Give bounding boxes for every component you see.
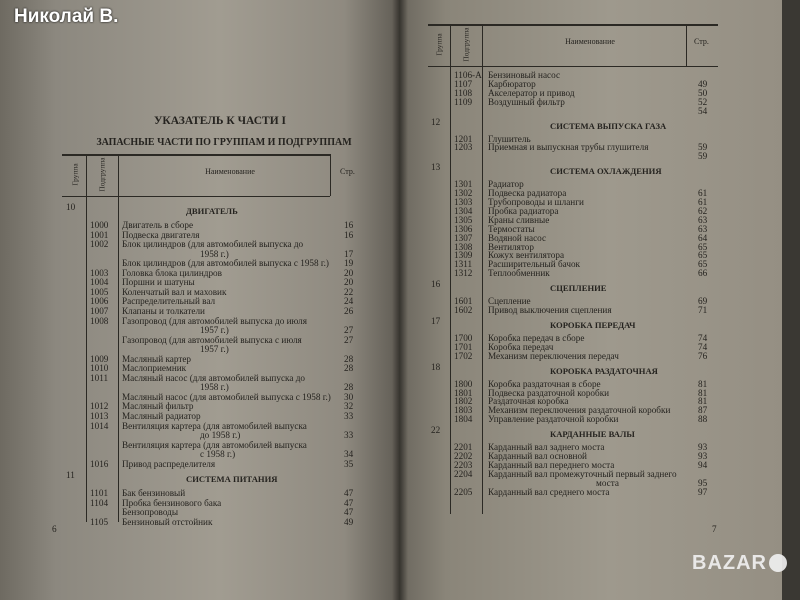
page-ref: 65: [698, 259, 708, 270]
part-name: Маслоприемник: [122, 363, 187, 374]
part-name: с 1958 г.): [200, 449, 236, 460]
part-name: Вентиляция картера (для автомобилей выпуска: [122, 439, 307, 450]
subgroup-number: 1311: [454, 259, 473, 270]
book-edge: [782, 0, 800, 600]
subgroup-number: 2201: [454, 442, 473, 453]
subgroup-number: 1302: [454, 188, 473, 199]
page-ref: 50: [698, 87, 708, 98]
group-number: 18: [431, 361, 441, 372]
page-ref: 88: [698, 414, 708, 425]
subgroup-number: 1303: [454, 197, 473, 207]
subgroup-number: 1801: [454, 387, 473, 398]
subgroup-number: 1601: [454, 296, 473, 307]
part-name: Карданный вал переднего моста: [488, 459, 615, 470]
page-ref: 49: [344, 516, 354, 527]
left-page-subtitle: ЗАПАСНЫЕ ЧАСТИ ПО ГРУППАМ И ПОДГРУППАМ: [96, 137, 352, 148]
subgroup-number: 2202: [454, 451, 473, 461]
part-name: Глушитель: [488, 133, 531, 144]
part-name: Распределительный вал: [122, 296, 216, 307]
page-ref: 65: [698, 241, 708, 252]
part-name: Подвеска радиатора: [488, 188, 567, 199]
page-ref: 93: [698, 451, 708, 461]
subgroup-number: 1109: [454, 96, 473, 107]
group-number: 17: [431, 315, 441, 326]
part-name: Акселератор и привод: [488, 87, 575, 98]
section-heading: СИСТЕМА ПИТАНИЯ: [186, 474, 278, 485]
part-name: Вентиляция картера (для автомобилей выпуска: [122, 420, 307, 431]
part-name: Карбюратор: [488, 78, 536, 89]
subgroup-number: 2203: [454, 459, 473, 470]
page-ref: 20: [344, 267, 354, 278]
page-ref: 62: [698, 205, 708, 216]
page-ref: 28: [344, 382, 354, 393]
page-ref: 87: [698, 405, 708, 416]
page-ref: 47: [344, 488, 354, 499]
col-rule-3: [686, 24, 687, 66]
page-ref: 61: [698, 197, 708, 207]
part-name: Карданный вал основной: [488, 451, 587, 461]
subgroup-number: 1008: [90, 315, 109, 326]
part-name: до 1958 г.): [200, 430, 241, 441]
page-ref: 59: [698, 142, 708, 153]
part-name: Вентилятор: [488, 241, 534, 252]
part-name: Приемная и выпускная трубы глушителя: [488, 142, 649, 153]
part-name: Клапаны и толкатели: [122, 305, 205, 316]
page-ref: 47: [344, 497, 354, 508]
left-page-number: 6: [52, 524, 57, 534]
page-ref: 17: [344, 248, 354, 259]
page-ref: 26: [344, 305, 354, 316]
page-ref: 63: [698, 214, 708, 225]
part-name: Масляный картер: [122, 353, 192, 364]
part-name: Газопровод (для автомобилей выпуска до июля: [122, 315, 307, 326]
part-name: Масляный фильтр: [122, 401, 194, 412]
subgroup-number: 1602: [454, 305, 473, 315]
part-name: Масляный радиатор: [122, 411, 201, 421]
subgroup-number: 1802: [454, 396, 473, 407]
group-number: 22: [431, 425, 441, 436]
page-ref: 34: [344, 449, 354, 460]
header-group: Группа: [70, 163, 80, 186]
page-ref: 52: [698, 96, 708, 107]
subgroup-number: 1016: [90, 458, 109, 469]
part-name: Бензиновый насос: [488, 70, 561, 80]
subgroup-number: 1104: [90, 497, 109, 508]
subgroup-number: 1307: [454, 232, 473, 243]
right-page: [400, 0, 782, 600]
part-name: Управление раздаточной коробки: [488, 414, 619, 425]
part-name: Поршни и шатуны: [122, 277, 195, 288]
part-name: Бензиновый отстойник: [122, 516, 213, 527]
page-ref: 47: [344, 507, 354, 518]
header-name: Наименование: [565, 37, 615, 46]
page-ref: 81: [698, 378, 708, 389]
subgroup-number: 1306: [454, 223, 473, 234]
header-page: Стр.: [694, 37, 709, 46]
page-ref: 95: [698, 477, 708, 488]
left-page-title: УКАЗАТЕЛЬ К ЧАСТИ I: [153, 115, 287, 127]
part-name: Коленчатый вал и маховик: [122, 286, 227, 297]
part-name: Двигатель в сборе: [122, 220, 194, 230]
page-ref: 54: [698, 105, 708, 116]
part-name: Краны сливные: [488, 214, 550, 225]
group-number: 10: [66, 202, 76, 212]
subgroup-number: 1001: [90, 229, 109, 240]
part-name: моста: [596, 477, 619, 488]
part-name: Блок цилиндров (для автомобилей выпуска до: [122, 239, 304, 250]
group-number: 13: [431, 162, 441, 173]
part-name: Пробка бензинового бака: [122, 497, 222, 508]
part-name: Головка блока цилиндров: [122, 267, 222, 278]
page-ref: 66: [698, 268, 708, 279]
col-rule-2: [118, 154, 119, 522]
subgroup-number: 1002: [90, 239, 109, 250]
subgroup-number: 1700: [454, 332, 473, 343]
part-name: Карданный вал среднего моста: [488, 486, 610, 497]
col-rule-3: [330, 154, 331, 196]
page-ref: 59: [698, 151, 708, 162]
page-ref: 16: [344, 220, 354, 230]
subgroup-number: 1701: [454, 341, 473, 352]
page-ref: 81: [698, 396, 708, 407]
part-name: Пробка радиатора: [488, 205, 559, 216]
page-ref: 20: [344, 277, 354, 288]
subgroup-number: 1006: [90, 296, 109, 307]
subgroup-number: 1301: [454, 179, 473, 190]
subgroup-number: 1305: [454, 214, 473, 225]
page-ref: 30: [344, 391, 354, 402]
header-top-rule: [428, 24, 718, 26]
subgroup-number: 1101: [90, 488, 109, 499]
subgroup-number: 1312: [454, 268, 473, 279]
page-ref: 49: [698, 78, 708, 89]
section-heading: СЦЕПЛЕНИЕ: [550, 283, 607, 294]
subgroup-number: 1013: [90, 411, 109, 421]
subgroup-number: 1012: [90, 401, 109, 412]
subgroup-number: 1804: [454, 414, 473, 425]
subgroup-number: 1308: [454, 241, 473, 252]
part-name: 1957 г.): [200, 325, 229, 336]
header-name: Наименование: [205, 167, 255, 176]
part-name: Привод выключения сцепления: [488, 305, 612, 315]
subgroup-number: 1003: [90, 267, 109, 278]
page-ref: 97: [698, 486, 708, 497]
subgroup-number: 1107: [454, 78, 473, 89]
part-name: 1958 г.): [200, 248, 229, 259]
header-subgroup: Подгруппа: [97, 157, 107, 192]
col-rule-1: [450, 24, 451, 514]
subgroup-number: 1201: [454, 133, 473, 144]
subgroup-number: 1203: [454, 142, 473, 153]
page-ref: 71: [698, 305, 708, 315]
subgroup-number: 1105: [90, 516, 109, 527]
page-ref: 19: [344, 258, 354, 269]
subgroup-number: 1004: [90, 277, 109, 288]
subgroup-number: 1009: [90, 353, 109, 364]
page-ref: 28: [344, 363, 354, 374]
part-name: Воздушный фильтр: [488, 96, 565, 107]
page-ref: 33: [344, 430, 354, 441]
header-subgroup: Подгруппа: [461, 27, 471, 62]
part-name: Термостаты: [488, 223, 535, 234]
watermark-logo: [692, 552, 787, 575]
part-name: Механизм переключения передач: [488, 350, 619, 361]
part-name: Коробка передач: [488, 341, 554, 352]
part-name: Трубопроводы и шланги: [488, 197, 584, 207]
subgroup-number: 1309: [454, 250, 473, 261]
section-heading: СИСТЕМА ВЫПУСКА ГАЗА: [550, 120, 667, 131]
page-ref: 33: [344, 411, 354, 421]
part-name: Масляный насос (для автомобилей выпуска с 1958 г.): [122, 391, 331, 402]
part-name: Расширительный бачок: [488, 259, 581, 270]
section-heading: КАРДАННЫЕ ВАЛЫ: [550, 429, 635, 440]
subgroup-number: 1803: [454, 405, 473, 416]
subgroup-number: 1010: [90, 363, 109, 374]
subgroup-number: 1106-А: [454, 70, 482, 80]
page-ref: 64: [698, 232, 708, 243]
page-ref: 22: [344, 286, 354, 297]
part-name: Кожух вентилятора: [488, 250, 565, 261]
subgroup-number: 1800: [454, 378, 473, 389]
page-ref: 61: [698, 188, 708, 199]
page-ref: 93: [698, 442, 708, 453]
page-ref: 69: [698, 296, 708, 307]
subgroup-number: 1304: [454, 205, 473, 216]
page-ref: 76: [698, 350, 708, 361]
section-heading: КОРОБКА РАЗДАТОЧНАЯ: [550, 365, 658, 376]
group-number: 12: [431, 116, 441, 127]
part-name: Блок цилиндров (для автомобилей выпуска с 1958 г.): [122, 258, 329, 269]
page-ref: 16: [344, 229, 354, 240]
part-name: Карданный вал промежуточный первый заднего: [488, 468, 677, 479]
part-name: Подвеска раздаточной коробки: [488, 387, 610, 398]
section-heading: КОРОБКА ПЕРЕДАЧ: [550, 319, 636, 330]
page-ref: 27: [344, 334, 354, 345]
watermark-text: BAZAR: [692, 552, 767, 574]
header-page: Стр.: [340, 167, 355, 176]
page-ref: 24: [344, 296, 354, 307]
section-heading: ДВИГАТЕЛЬ: [186, 206, 238, 216]
part-name: Бензопроводы: [122, 507, 178, 518]
col-rule-1: [86, 154, 87, 522]
page-ref: 74: [698, 341, 708, 352]
part-name: Коробка раздаточная в сборе: [488, 378, 601, 389]
page-ref: 63: [698, 223, 708, 234]
part-name: Механизм переключения раздаточной коробки: [488, 405, 671, 416]
part-name: 1958 г.): [200, 382, 229, 393]
part-name: Подвеска двигателя: [122, 229, 200, 240]
subgroup-number: 1007: [90, 305, 109, 316]
right-page-number: 7: [712, 524, 717, 534]
header-bottom-rule: [428, 66, 718, 67]
subgroup-number: 1702: [454, 350, 473, 361]
group-number: 11: [66, 470, 75, 481]
part-name: Газопровод (для автомобилей выпуска с июля: [122, 334, 302, 345]
part-name: Коробка передач в сборе: [488, 332, 585, 343]
part-name: Привод распределителя: [122, 458, 216, 469]
part-name: 1957 г.): [200, 344, 229, 355]
part-name: Водяной насос: [488, 232, 547, 243]
bazar-logo-icon: [769, 554, 787, 572]
book-gutter: [392, 0, 408, 600]
part-name: Раздаточная коробка: [488, 396, 569, 407]
section-heading: СИСТЕМА ОХЛАЖДЕНИЯ: [550, 166, 662, 177]
part-name: Карданный вал заднего моста: [488, 442, 605, 453]
page-ref: 81: [698, 387, 708, 398]
subgroup-number: 1014: [90, 420, 109, 431]
group-number: 16: [431, 279, 441, 290]
subgroup-number: 1108: [454, 87, 473, 98]
page-ref: 74: [698, 332, 708, 343]
subgroup-number: 2205: [454, 486, 473, 497]
subgroup-number: 1011: [90, 372, 109, 383]
page-ref: 65: [698, 250, 708, 261]
seller-username: Николай В.: [14, 6, 119, 27]
col-rule-2: [482, 24, 483, 514]
page-ref: 35: [344, 458, 354, 469]
page-ref: 27: [344, 325, 354, 336]
subgroup-number: 1005: [90, 286, 109, 297]
part-name: Радиатор: [488, 179, 524, 190]
subgroup-number: 1000: [90, 220, 109, 230]
part-name: Бак бензиновый: [122, 488, 186, 499]
page-ref: 28: [344, 353, 354, 364]
header-group: Группа: [434, 33, 444, 56]
part-name: Сцепление: [488, 296, 531, 307]
page-ref: 94: [698, 459, 708, 470]
part-name: Теплообменник: [488, 268, 550, 279]
page-ref: 32: [344, 401, 354, 412]
part-name: Масляный насос (для автомобилей выпуска до: [122, 372, 305, 383]
subgroup-number: 2204: [454, 468, 473, 479]
